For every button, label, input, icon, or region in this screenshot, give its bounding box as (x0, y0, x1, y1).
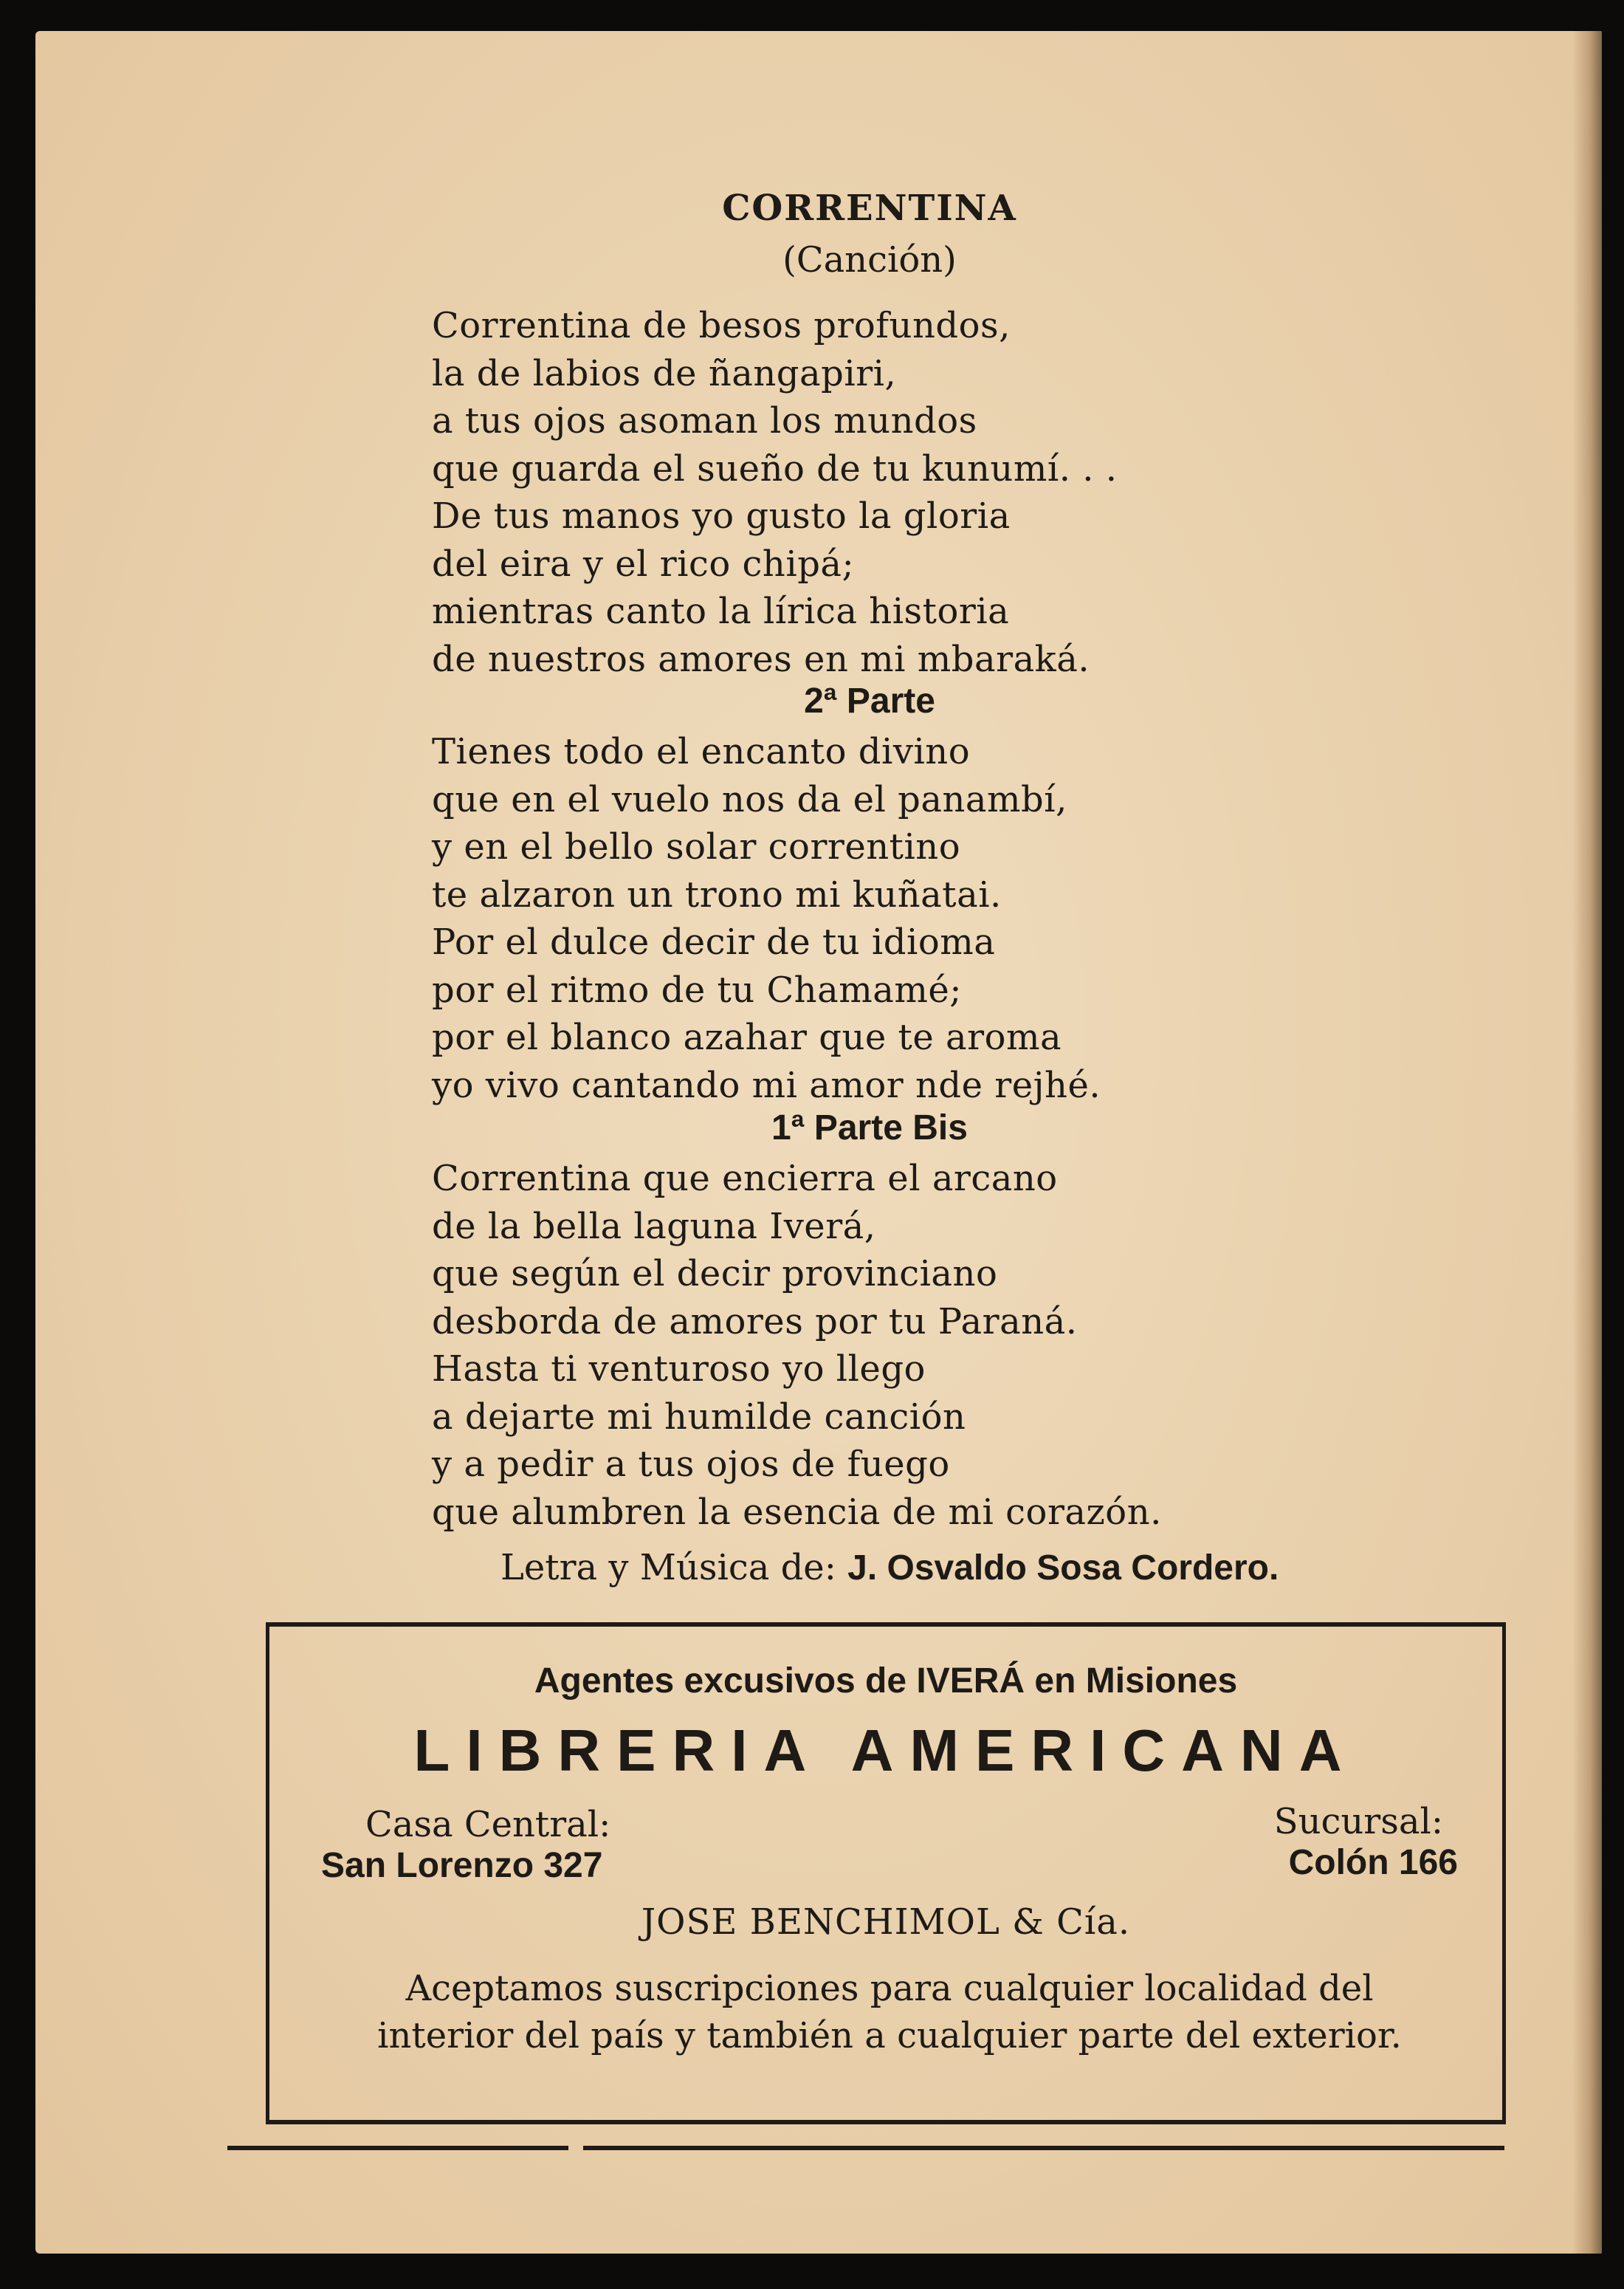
verse-line: desborda de amores por tu Paraná. (432, 1300, 1078, 1342)
verse-part-1 (432, 302, 1117, 683)
credit-author: J. Osvaldo Sosa Cordero. (847, 1548, 1279, 1588)
ad-agents-line: Agentes excusivos de IVERÁ en Misiones (534, 1661, 1238, 1701)
verse-line: Correntina de besos profundos, (432, 305, 1011, 346)
verse-line: Por el dulce decir de tu idioma (432, 922, 996, 963)
song-subtitle: (Canción) (782, 239, 957, 281)
verse-line: mientras canto la lírica historia (432, 591, 1010, 632)
verse-line: a tus ojos asoman los mundos (432, 400, 977, 442)
verse-line: que en el vuelo nos da el panambí, (432, 778, 1067, 820)
verse-line: Correntina que encierra el arcano (432, 1158, 1058, 1199)
ad-store-name: LIBRERIA AMERICANA (413, 1717, 1358, 1783)
verse-line: De tus manos yo gusto la gloria (432, 495, 1011, 537)
verse-part-3 (432, 1155, 1162, 1536)
ad-branch-label: Sucursal: (1273, 1801, 1443, 1842)
bottom-rule-left (227, 2146, 568, 2150)
verse-line: de nuestros amores en mi mbaraká. (432, 638, 1090, 680)
verse-part-2 (432, 728, 1101, 1109)
ad-central-label: Casa Central: (365, 1804, 611, 1845)
verse-line: que alumbren la esencia de mi corazón. (432, 1491, 1162, 1533)
ad-central-address: San Lorenzo 327 (321, 1846, 603, 1885)
verse-line: por el ritmo de tu Chamamé; (432, 969, 962, 1011)
part-3-heading: 1ª Parte Bis (771, 1108, 968, 1147)
verse-line: Tienes todo el encanto divino (432, 731, 971, 772)
credit-label: Letra y Música de: (500, 1547, 836, 1588)
verse-line: yo vivo cantando mi amor nde rejhé. (432, 1064, 1101, 1106)
book-page (35, 31, 1602, 2254)
verse-line: a dejarte mi humilde canción (432, 1396, 966, 1438)
ad-branch-address: Colón 166 (1288, 1843, 1458, 1882)
ad-subscription-notice: Aceptamos suscripciones para cualquier localidad del interior del país y también a cualquier parte del exterior. (377, 1968, 1402, 2056)
verse-line: te alzaron un trono mi kuñatai. (432, 874, 1002, 916)
verse-line: del eira y el rico chipá; (432, 543, 855, 585)
song-title: CORRENTINA (722, 188, 1017, 229)
verse-line: y a pedir a tus ojos de fuego (432, 1444, 950, 1485)
verse-line: la de labios de ñangapiri, (432, 352, 897, 394)
part-2-heading: 2ª Parte (804, 682, 935, 721)
bookstore-advertisement (266, 1622, 1506, 2124)
song-credits (500, 1547, 1279, 1588)
bottom-rule-right (583, 2146, 1504, 2150)
verse-line: que guarda el sueño de tu kunumí. . . (432, 447, 1118, 490)
verse-line: Hasta ti venturoso yo llego (432, 1348, 926, 1390)
ad-company-name: JOSE BENCHIMOL & Cía. (641, 1901, 1131, 1943)
verse-line: que según el decir provinciano (432, 1253, 998, 1294)
verse-line: y en el bello solar correntino (432, 826, 961, 868)
verse-line: por el blanco azahar que te aroma (432, 1017, 1062, 1058)
verse-line: de la bella laguna Iverá, (432, 1205, 876, 1247)
